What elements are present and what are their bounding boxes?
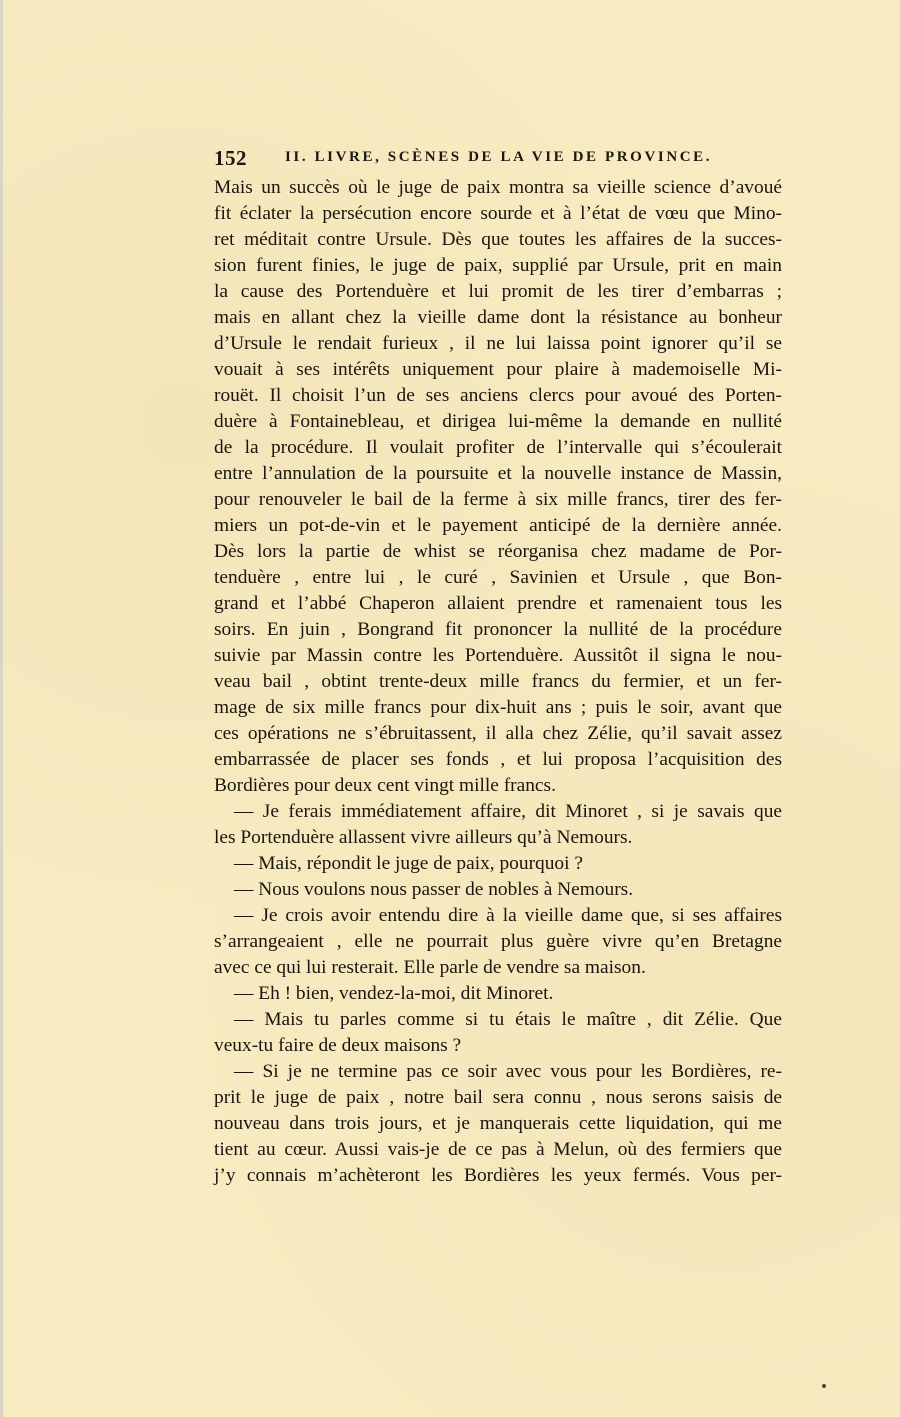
text-line: — Mais, répondit le juge de paix, pourquoi ? — [234, 853, 583, 874]
text-line: de la procédure. Il voulait profiter de l’intervalle qui s’écoulerait — [214, 437, 782, 458]
text-line: j’y connais m’achèteront les Bordières les yeux fermés. Vous per- — [214, 1165, 782, 1186]
text-line: prit le juge de paix , notre bail sera connu , nous serons saisis de — [214, 1087, 782, 1108]
text-line: — Si je ne termine pas ce soir avec vous pour les Bordières, re- — [234, 1061, 782, 1082]
text-line: ret méditait contre Ursule. Dès que toutes les affaires de la succes- — [214, 229, 782, 250]
text-line: mais en allant chez la vieille dame dont la résistance au bonheur — [214, 307, 782, 328]
text-line: — Nous voulons nous passer de nobles à Nemours. — [234, 879, 634, 900]
paper-speck — [822, 1384, 826, 1388]
text-line: sion furent finies, le juge de paix, supplié par Ursule, prit en main — [214, 255, 782, 276]
running-head: II. LIVRE, SCÈNES DE LA VIE DE PROVINCE. — [285, 149, 713, 165]
text-line: — Mais tu parles comme si tu étais le maître , dit Zélie. Que — [234, 1009, 782, 1030]
page-number: 152 — [214, 146, 247, 170]
text-line: entre l’annulation de la poursuite et la nouvelle instance de Massin, — [214, 463, 782, 484]
book-page — [3, 0, 900, 1417]
text-line: d’Ursule le rendait furieux , il ne lui laissa point ignorer qu’il se — [214, 333, 782, 354]
text-line: — Je ferais immédiatement affaire, dit Minoret , si je savais que — [234, 801, 782, 822]
text-line: — Je crois avoir entendu dire à la vieille dame que, si ses affaires — [234, 905, 782, 926]
text-line: vouait à ses intérêts uniquement pour plaire à mademoiselle Mi- — [214, 359, 782, 380]
text-line: s’arrangeaient , elle ne pourrait plus guère vivre qu’en Bretagne — [214, 931, 782, 952]
text-line: pour renouveler le bail de la ferme à six mille francs, tirer des fer- — [214, 489, 782, 510]
page-header — [214, 146, 724, 170]
text-line: — Eh ! bien, vendez-la-moi, dit Minoret. — [234, 983, 554, 1004]
text-line: la cause des Portenduère et lui promit de les tirer d’embarras ; — [214, 281, 782, 302]
text-line: Bordières pour deux cent vingt mille francs. — [214, 775, 556, 796]
text-line: duère à Fontainebleau, et dirigea lui-même la demande en nullité — [214, 411, 782, 432]
text-line: veau bail , obtint trente-deux mille francs du fermier, et un fer- — [214, 671, 782, 692]
text-line: Mais un succès où le juge de paix montra sa vieille science d’avoué — [214, 177, 782, 198]
text-line: miers un pot-de-vin et le payement anticipé de la dernière année. — [214, 515, 782, 536]
text-line: veux-tu faire de deux maisons ? — [214, 1035, 462, 1056]
text-line: mage de six mille francs pour dix-huit ans ; puis le soir, avant que — [214, 697, 782, 718]
text-line: embarrassée de placer ses fonds , et lui proposa l’acquisition des — [214, 749, 782, 770]
text-line: tenduère , entre lui , le curé , Savinien et Ursule , que Bon- — [214, 567, 782, 588]
text-line: les Portenduère allassent vivre ailleurs qu’à Nemours. — [214, 827, 633, 848]
text-line: Dès lors la partie de whist se réorganisa chez madame de Por- — [214, 541, 782, 562]
text-line: rouët. Il choisit l’un de ses anciens clercs pour avoué des Porten- — [214, 385, 782, 406]
text-line: ces opérations ne s’ébruitassent, il alla chez Zélie, qu’il savait assez — [214, 723, 782, 744]
text-line: grand et l’abbé Chaperon allaient prendre et ramenaient tous les — [214, 593, 782, 614]
text-line: soirs. En juin , Bongrand fit prononcer la nullité de la procédure — [214, 619, 782, 640]
text-line: nouveau dans trois jours, et je manquerais cette liquidation, qui me — [214, 1113, 782, 1134]
body-text — [214, 175, 782, 1189]
text-line: tient au cœur. Aussi vais-je de ce pas à Melun, où des fermiers que — [214, 1139, 782, 1160]
text-line: suivie par Massin contre les Portenduère. Aussitôt il signa le nou- — [214, 645, 782, 666]
text-line: fit éclater la persécution encore sourde et à l’état de vœu que Mino- — [214, 203, 782, 224]
text-line: avec ce qui lui resterait. Elle parle de vendre sa maison. — [214, 957, 646, 978]
